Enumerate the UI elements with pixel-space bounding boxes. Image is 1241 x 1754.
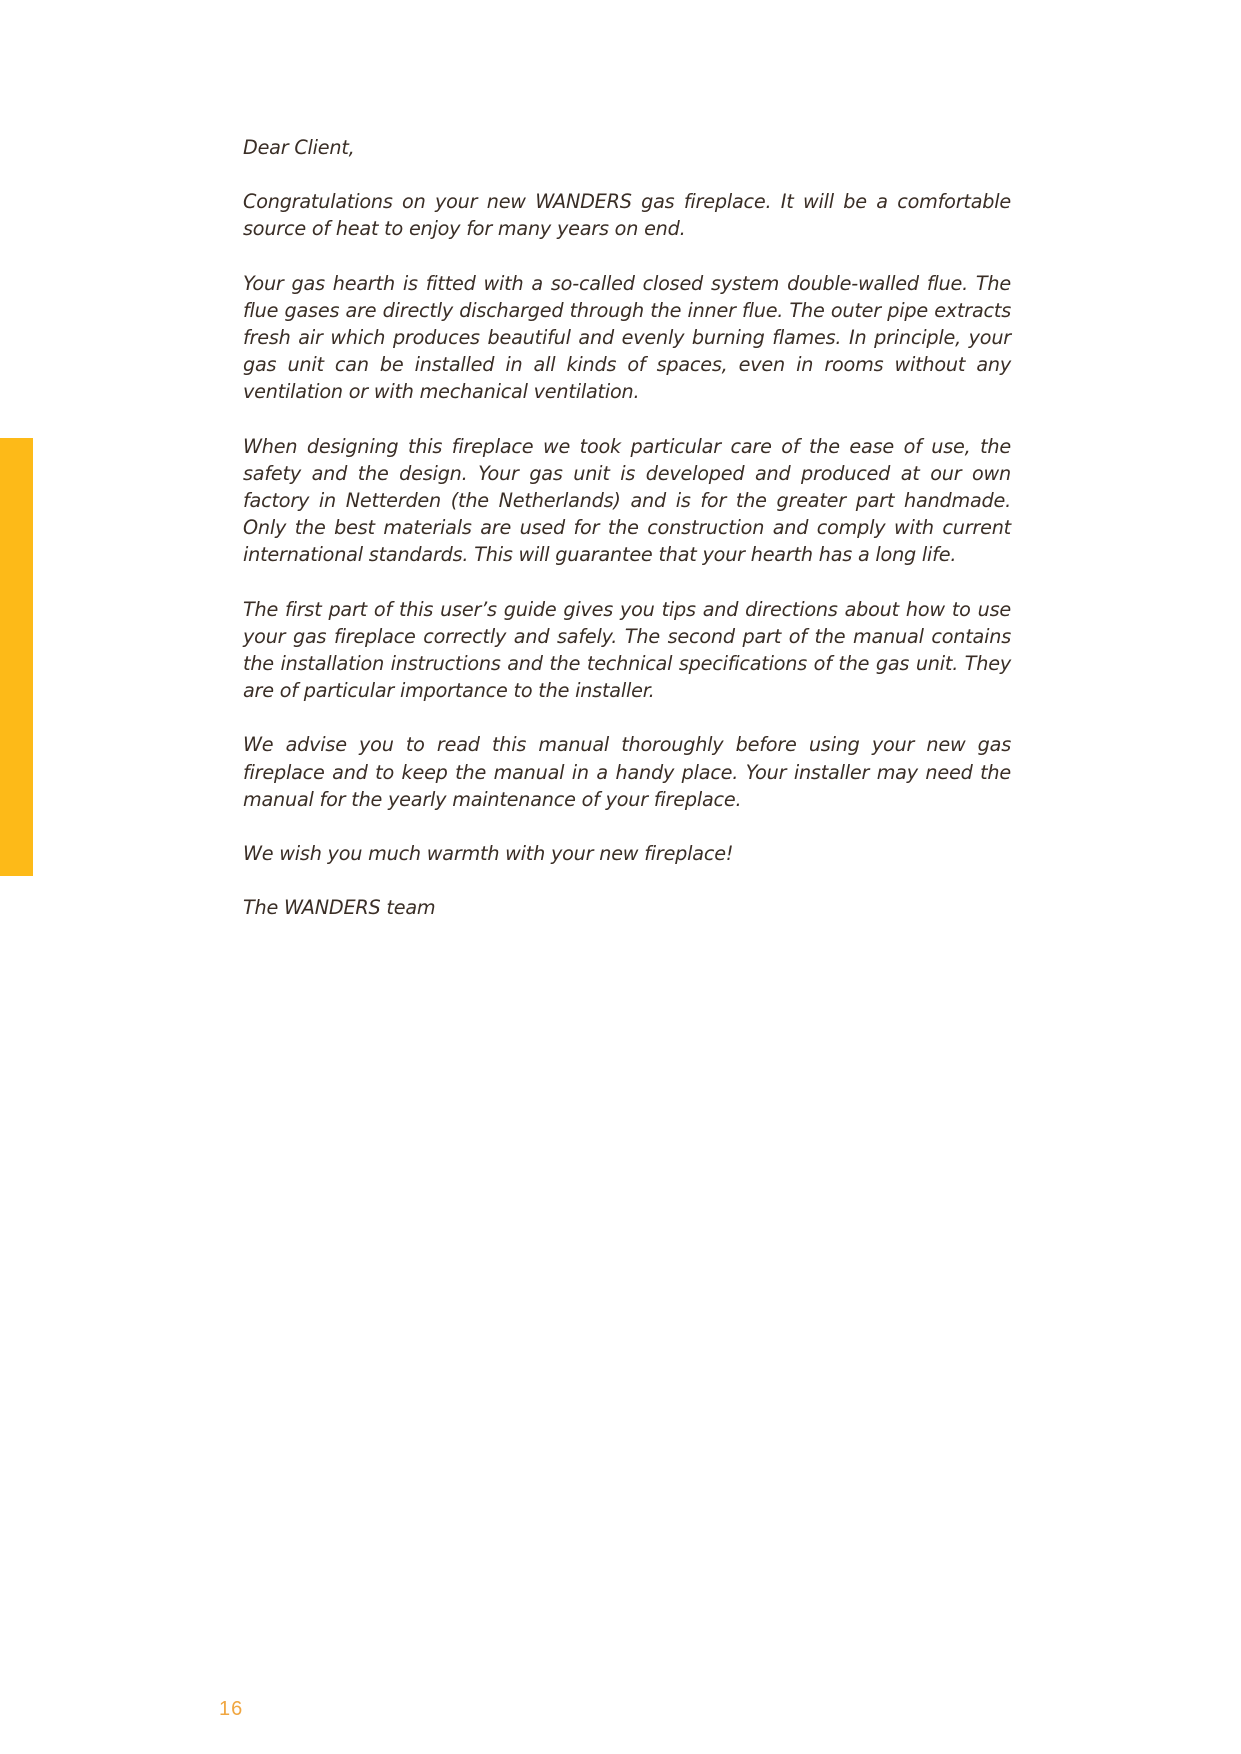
letter-paragraph: Congratulations on your new WANDERS gas fireplace. It will be a comfortable source of heat to enjoy for many years on end. bbox=[243, 190, 1011, 241]
letter-paragraph: The first part of this user’s guide gives you tips and directions about how to use your gas fireplace correctly and safely. The second part of the manual contains the installation instructions and the technical specifications of the gas unit. They are of particular importance to the installer. bbox=[243, 597, 1011, 703]
page-number: 16 bbox=[219, 1698, 244, 1720]
letter-paragraph: We wish you much warmth with your new fireplace! bbox=[243, 842, 734, 866]
letter-signature: The WANDERS team bbox=[243, 896, 436, 920]
letter-paragraph: We advise you to read this manual thoroughly before using your new gas fireplace and to keep the manual in a handy place. Your installer may need the manual for the yearly maintenance of your fireplace. bbox=[243, 733, 1011, 811]
side-accent-tab bbox=[0, 438, 33, 876]
letter-paragraph: When designing this fireplace we took particular care of the ease of use, the safety and the design. Your gas unit is developed and produced at our own factory in Netterden (the Netherlands) and is for the greater part handmade. Only the best materials are used for the construction and comply with current international standards. This will guarantee that your hearth has a long life. bbox=[243, 434, 1011, 567]
letter-paragraph: Your gas hearth is fitted with a so-called closed system double-walled flue. The flue gases are directly discharged through the inner flue. The outer pipe extracts fresh air which produces beautiful and evenly burning flames. In principle, your gas unit can be installed in all kinds of spaces, even in rooms without any ventilation or with mechanical ventilation. bbox=[243, 271, 1011, 404]
letter-salutation: Dear Client, bbox=[243, 136, 355, 159]
letter-body bbox=[243, 134, 1011, 948]
